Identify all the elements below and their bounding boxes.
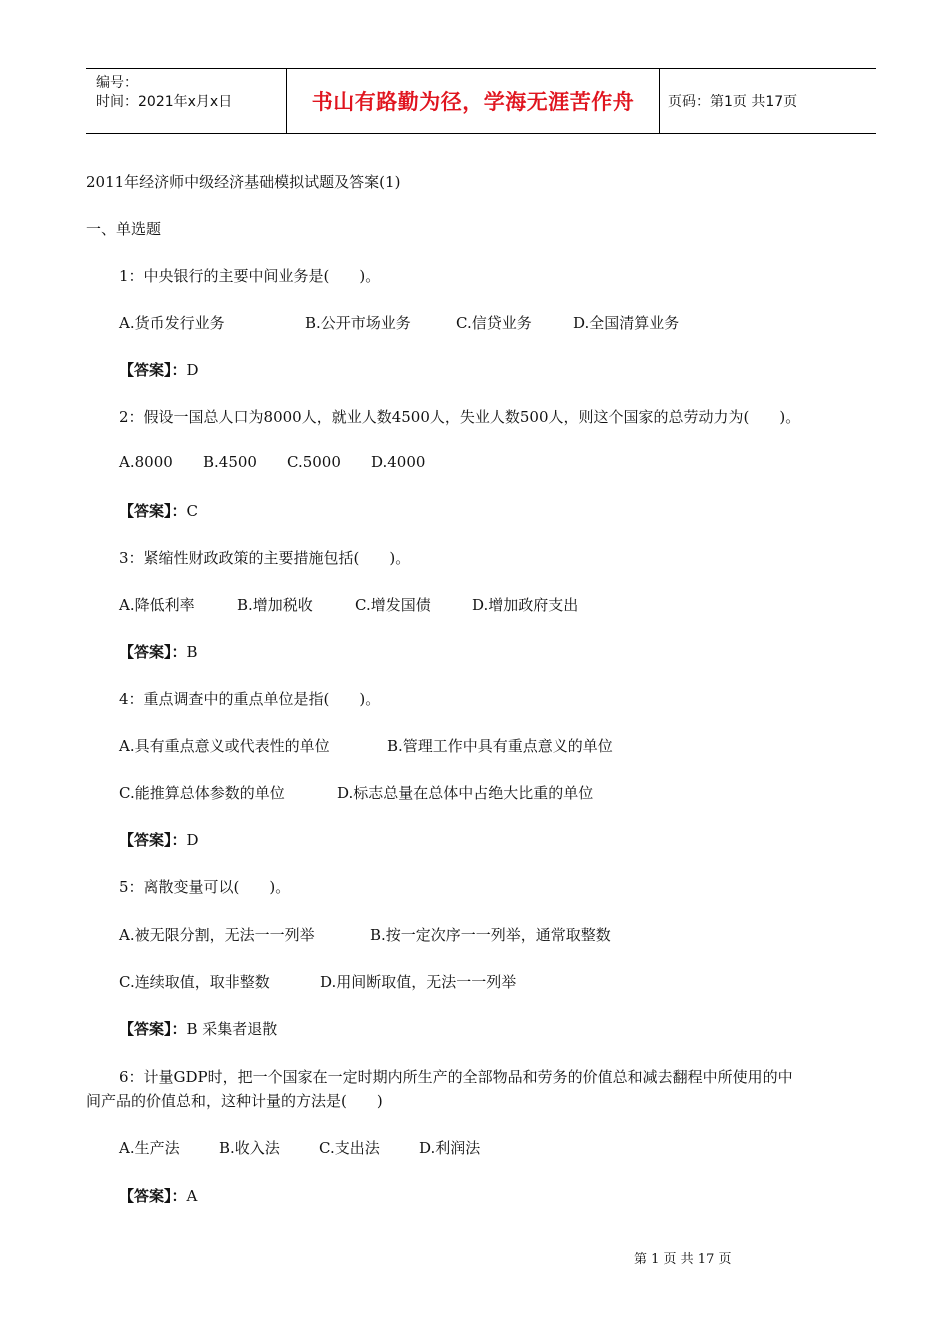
option: C.5000 [287, 453, 341, 471]
option: A.具有重点意义或代表性的单位 [119, 737, 330, 755]
answer-value: C [186, 502, 198, 520]
option: A.8000 [119, 453, 173, 471]
option: C.支出法 [319, 1139, 380, 1157]
option: A.生产法 [119, 1139, 180, 1157]
option: A.降低利率 [119, 596, 195, 614]
doc-title: 2011年经济师中级经济基础模拟试题及答案(1) [86, 173, 401, 191]
motto: 书山有路勤为径，学海无涯苦作舟 [311, 90, 635, 114]
question-stem: 2：假设一国总人口为8000人，就业人数4500人，失业人数500人，则这个国家的总劳动力为( )。 [119, 408, 801, 426]
page-header [86, 68, 876, 134]
options-row [119, 312, 679, 333]
option: D.4000 [371, 453, 426, 471]
option: A.货币发行业务 [119, 314, 225, 332]
options-row [119, 735, 613, 756]
answer-label: 【答案】： [119, 1187, 187, 1205]
answer-line [119, 829, 199, 850]
options-row [119, 594, 578, 615]
option: B.管理工作中具有重点意义的单位 [387, 737, 613, 755]
option: B.4500 [203, 453, 257, 471]
option: C.增发国债 [355, 596, 431, 614]
question-stem: 1：中央银行的主要中间业务是( )。 [119, 267, 381, 285]
option: B.收入法 [219, 1139, 280, 1157]
question-stem: 5：离散变量可以( )。 [119, 878, 291, 896]
number-label: 编号： [96, 75, 138, 91]
options-row [119, 782, 593, 803]
options-row [119, 453, 425, 471]
answer-line [119, 641, 198, 662]
answer-value: D [186, 831, 199, 849]
answer-line [119, 359, 199, 380]
options-row [119, 924, 611, 945]
answer-label: 【答案】： [119, 643, 187, 661]
answer-value: B [186, 643, 198, 661]
options-row [119, 971, 516, 992]
option: C.能推算总体参数的单位 [119, 784, 285, 802]
page-info: 页码：第1页 共17页 [668, 94, 798, 110]
question-stem: 3：紧缩性财政政策的主要措施包括( )。 [119, 549, 411, 567]
option: A.被无限分割，无法一一列举 [119, 926, 315, 944]
option: D.标志总量在总体中占绝大比重的单位 [337, 784, 594, 802]
question-stem: 4：重点调查中的重点单位是指( )。 [119, 690, 381, 708]
question-stem: 6：计量GDP时，把一个国家在一定时期内所生产的全部物品和劳务的价值总和减去翻程中所使用的中 [119, 1068, 793, 1086]
answer-value: B 采集者退散 [186, 1020, 278, 1038]
answer-value: D [186, 361, 199, 379]
option: B.按一定次序一一列举，通常取整数 [370, 926, 611, 944]
answer-label: 【答案】： [119, 831, 187, 849]
page-footer: 第 1 页 共 17 页 [634, 1252, 732, 1267]
header-page-info [660, 69, 876, 133]
options-row [119, 1137, 480, 1158]
section-heading: 一、单选题 [86, 220, 162, 238]
option: B.公开市场业务 [305, 314, 411, 332]
option: D.增加政府支出 [472, 596, 579, 614]
question-stem-continued: 间产品的价值总和，这种计量的方法是( ) [86, 1092, 383, 1110]
option: B.增加税收 [237, 596, 313, 614]
header-motto-cell [287, 69, 660, 133]
header-meta [86, 69, 287, 133]
option: C.信贷业务 [456, 314, 532, 332]
answer-line [119, 500, 198, 521]
option: D.全国清算业务 [573, 314, 680, 332]
option: D.用间断取值，无法一一列举 [320, 973, 517, 991]
time-label: 时间：2021年x月x日 [96, 94, 233, 110]
option: D.利润法 [419, 1139, 481, 1157]
answer-line [119, 1018, 277, 1039]
answer-label: 【答案】： [119, 361, 187, 379]
answer-label: 【答案】： [119, 502, 187, 520]
answer-line [119, 1185, 197, 1206]
option: C.连续取值，取非整数 [119, 973, 270, 991]
answer-label: 【答案】： [119, 1020, 187, 1038]
answer-value: A [186, 1187, 198, 1205]
